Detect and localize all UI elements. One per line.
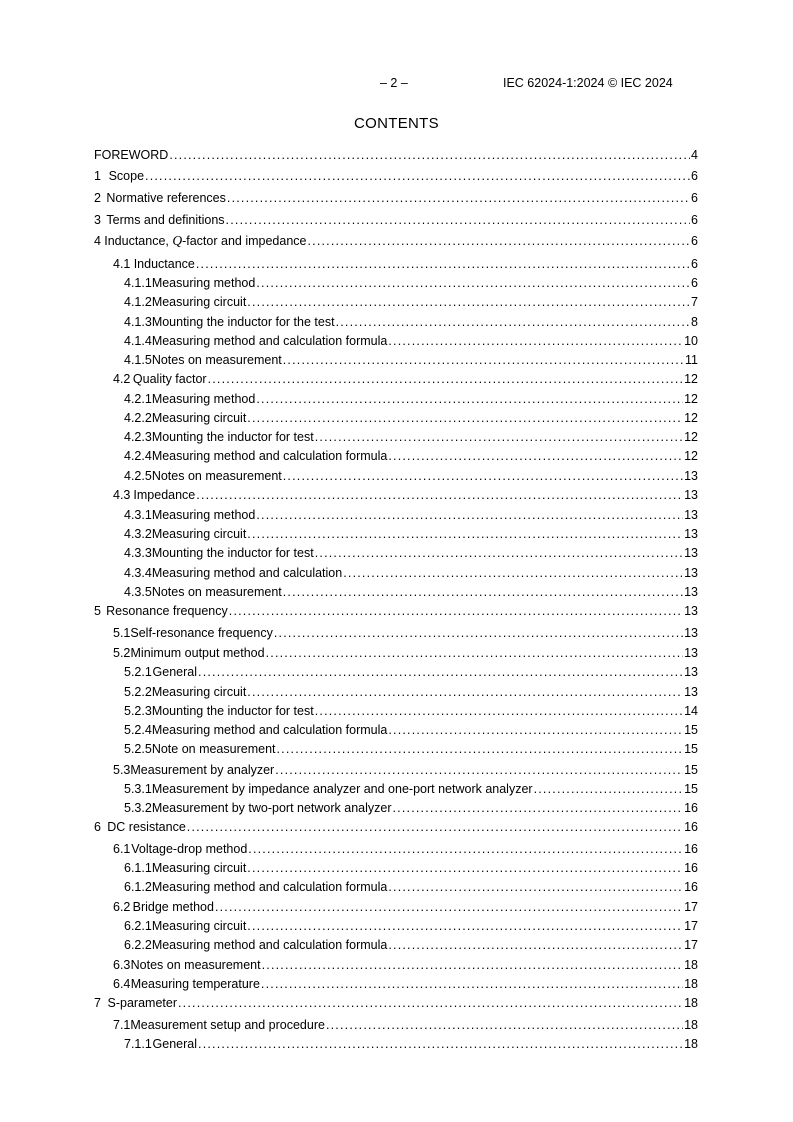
toc-entry-title: General	[152, 1037, 198, 1051]
toc-leader-dots	[247, 918, 683, 934]
toc-entry[interactable]	[124, 722, 698, 738]
toc-entry-number: 6.4	[113, 977, 131, 991]
toc-entry-title: Minimum output method	[130, 646, 265, 660]
toc-entry[interactable]	[113, 371, 698, 387]
toc-entry-number: 4.3.2	[124, 527, 152, 541]
toc-leader-dots	[208, 371, 684, 387]
toc-entry[interactable]	[113, 625, 698, 641]
toc-entry[interactable]	[94, 147, 698, 163]
toc-entry[interactable]	[94, 603, 698, 619]
toc-leader-dots	[283, 352, 684, 368]
toc-entry-number: 5.3	[113, 763, 131, 777]
toc-entry-title: Notes on measurement	[130, 958, 261, 972]
toc-entry-number: 5.2.1	[124, 665, 152, 679]
toc-leader-dots	[178, 995, 683, 1011]
toc-entry-number: 4.1.4	[124, 334, 152, 348]
toc-entry-title: Normative references	[106, 191, 226, 205]
toc-entry-page: 13	[684, 665, 698, 679]
toc-entry-title: Measuring circuit	[151, 411, 247, 425]
toc-entry-title: Impedance	[133, 488, 196, 502]
toc-leader-dots	[261, 976, 683, 992]
toc-entry[interactable]	[113, 957, 698, 973]
toc-leader-dots	[315, 429, 683, 445]
toc-entry-page: 18	[684, 1037, 698, 1051]
toc-leader-dots	[198, 1036, 683, 1052]
toc-entry-page: 12	[684, 449, 698, 463]
toc-entry-page: 12	[684, 411, 698, 425]
toc-entry-number: 2	[94, 191, 101, 205]
contents-title: CONTENTS	[354, 115, 439, 132]
toc-entry-title: Measurement by analyzer	[130, 763, 275, 777]
toc-entry-number: 4.2.3	[124, 430, 152, 444]
toc-entry[interactable]	[94, 233, 698, 249]
toc-leader-dots	[256, 391, 683, 407]
toc-entry-title: Inductance, Q-factor and impedance	[104, 233, 307, 248]
toc-entry-title: Voltage-drop method	[131, 842, 248, 856]
toc-entry-title: Measurement by two-port network analyzer	[151, 801, 392, 815]
toc-entry[interactable]	[124, 275, 698, 291]
toc-entry-page: 16	[684, 842, 698, 856]
toc-leader-dots	[145, 168, 690, 184]
toc-entry[interactable]	[124, 468, 698, 484]
toc-entry-page: 16	[684, 801, 698, 815]
toc-entry[interactable]	[94, 168, 698, 184]
toc-leader-dots	[256, 507, 683, 523]
toc-entry-page: 17	[684, 938, 698, 952]
toc-entry-page: 12	[684, 392, 698, 406]
toc-entry[interactable]	[113, 487, 698, 503]
toc-entry-page: 15	[684, 763, 698, 777]
toc-entry[interactable]	[124, 352, 698, 368]
toc-entry-page: 13	[684, 566, 698, 580]
toc-leader-dots	[343, 565, 683, 581]
toc-entry-page: 17	[684, 900, 698, 914]
toc-entry-page: 6	[691, 191, 698, 205]
toc-entry-number: 7	[94, 996, 101, 1010]
toc-entry[interactable]	[124, 526, 698, 542]
toc-leader-dots	[315, 545, 683, 561]
toc-entry-page: 13	[684, 546, 698, 560]
toc-entry-title: S-parameter	[107, 996, 177, 1010]
toc-entry-number: 1	[94, 169, 101, 183]
toc-entry-number: 5.1	[113, 626, 131, 640]
toc-entry-page: 13	[684, 508, 698, 522]
toc-entry-title: Scope	[108, 169, 145, 183]
toc-entry-page: 15	[684, 723, 698, 737]
toc-entry-page: 13	[684, 646, 698, 660]
toc-entry-title: Notes on measurement	[151, 585, 282, 599]
toc-entry-page: 13	[684, 488, 698, 502]
toc-entry-title: Mounting the inductor for test	[151, 430, 314, 444]
toc-leader-dots	[226, 212, 691, 228]
toc-entry[interactable]	[124, 314, 698, 330]
toc-leader-dots	[336, 314, 690, 330]
toc-leader-dots	[198, 664, 683, 680]
toc-entry-page: 12	[684, 430, 698, 444]
toc-entry-number: 4.3	[113, 488, 131, 502]
toc-leader-dots	[247, 294, 690, 310]
toc-leader-dots	[266, 645, 684, 661]
toc-entry-title: Measuring circuit	[151, 295, 247, 309]
toc-entry[interactable]	[124, 565, 698, 581]
toc-leader-dots	[196, 487, 683, 503]
toc-entry-number: 4.2	[113, 372, 131, 386]
toc-entry[interactable]	[124, 410, 698, 426]
toc-entry[interactable]	[124, 333, 698, 349]
toc-entry-page: 13	[684, 685, 698, 699]
toc-leader-dots	[388, 879, 683, 895]
toc-entry-number: 5	[94, 604, 101, 618]
toc-entry-page: 15	[684, 782, 698, 796]
toc-entry[interactable]	[113, 841, 698, 857]
toc-entry-page: 7	[691, 295, 698, 309]
toc-entry-number: 7.1	[113, 1018, 131, 1032]
toc-entry-number: 4.1.1	[124, 276, 152, 290]
toc-entry-title: Notes on measurement	[151, 353, 282, 367]
toc-entry[interactable]	[124, 879, 698, 895]
toc-entry[interactable]	[124, 684, 698, 700]
toc-entry[interactable]	[124, 391, 698, 407]
toc-entry[interactable]	[124, 918, 698, 934]
toc-entry[interactable]	[113, 899, 698, 915]
toc-entry-title: FOREWORD	[94, 148, 169, 162]
toc-entry-title: Measuring method and calculation formula	[151, 449, 388, 463]
toc-entry-title: Self-resonance frequency	[130, 626, 273, 640]
toc-leader-dots	[275, 762, 683, 778]
toc-entry-title: Notes on measurement	[151, 469, 282, 483]
toc-leader-dots	[196, 256, 690, 272]
toc-entry-title: Measuring method and calculation	[151, 566, 343, 580]
toc-entry-page: 6	[691, 276, 698, 290]
toc-entry[interactable]	[113, 762, 698, 778]
toc-entry-page: 16	[684, 861, 698, 875]
toc-entry-page: 4	[691, 148, 698, 162]
toc-entry-title: Measuring circuit	[151, 527, 247, 541]
toc-leader-dots	[247, 860, 683, 876]
page-number: – 2 –	[380, 76, 408, 90]
toc-leader-dots	[227, 190, 690, 206]
toc-entry[interactable]	[113, 976, 698, 992]
toc-entry-page: 16	[684, 820, 698, 834]
toc-leader-dots	[256, 275, 690, 291]
standard-reference: IEC 62024-1:2024 © IEC 2024	[503, 76, 673, 90]
toc-entry-number: 6.1.2	[124, 880, 152, 894]
toc-entry[interactable]	[124, 781, 698, 797]
toc-entry-number: 4.3.4	[124, 566, 152, 580]
toc-entry-title: General	[152, 665, 198, 679]
toc-entry-page: 13	[684, 626, 698, 640]
toc-entry-page: 15	[684, 742, 698, 756]
toc-entry-title: Terms and definitions	[106, 213, 225, 227]
toc-leader-dots	[277, 741, 684, 757]
toc-entry-title: Note on measurement	[151, 742, 276, 756]
toc-entry-page: 6	[691, 234, 698, 248]
toc-entry[interactable]	[124, 860, 698, 876]
toc-entry-number: 4.3.1	[124, 508, 152, 522]
toc-entry-title: Measuring method and calculation formula	[151, 938, 388, 952]
toc-leader-dots	[229, 603, 683, 619]
toc-leader-dots	[248, 841, 683, 857]
toc-leader-dots	[388, 722, 683, 738]
toc-entry[interactable]	[113, 256, 698, 272]
toc-entry-page: 14	[684, 704, 698, 718]
toc-entry-number: 5.2	[113, 646, 131, 660]
toc-entry[interactable]	[124, 584, 698, 600]
toc-entry-page: 17	[684, 919, 698, 933]
toc-entry-page: 11	[685, 353, 698, 367]
toc-entry-title: Inductance	[133, 257, 195, 271]
toc-entry-title: Measuring method and calculation formula	[151, 723, 388, 737]
toc-entry-number: 4.1	[113, 257, 131, 271]
toc-entry-title: Measuring temperature	[130, 977, 260, 991]
toc-entry[interactable]	[124, 429, 698, 445]
toc-entry-page: 10	[684, 334, 698, 348]
toc-entry-number: 5.2.4	[124, 723, 152, 737]
toc-leader-dots	[247, 684, 683, 700]
toc-entry-title: Resonance frequency	[106, 604, 228, 618]
toc-entry-number: 5.3.1	[124, 782, 152, 796]
toc-entry-number: 5.3.2	[124, 801, 152, 815]
toc-entry-title: Mounting the inductor for test	[151, 704, 314, 718]
toc-entry-title: Mounting the inductor for the test	[151, 315, 335, 329]
toc-entry[interactable]	[124, 937, 698, 953]
toc-leader-dots	[274, 625, 683, 641]
toc-entry-title: DC resistance	[107, 820, 186, 834]
toc-leader-dots	[534, 781, 684, 797]
toc-entry-number: 6.2.2	[124, 938, 152, 952]
toc-entry-page: 13	[684, 604, 698, 618]
toc-entry-number: 6.1.1	[124, 861, 152, 875]
toc-leader-dots	[187, 819, 683, 835]
toc-entry-page: 13	[684, 585, 698, 599]
toc-entry-title: Measuring circuit	[151, 919, 247, 933]
toc-entry[interactable]	[124, 703, 698, 719]
toc-entry-title: Measuring method	[151, 508, 256, 522]
toc-entry[interactable]	[124, 294, 698, 310]
toc-entry-page: 6	[691, 169, 698, 183]
toc-entry-number: 4.1.5	[124, 353, 152, 367]
toc-entry-title: Measuring circuit	[151, 685, 247, 699]
toc-entry[interactable]	[113, 645, 698, 661]
toc-entry-title: Measuring method and calculation formula	[151, 880, 388, 894]
toc-leader-dots	[283, 468, 683, 484]
toc-entry-number: 5.2.5	[124, 742, 152, 756]
toc-leader-dots	[247, 410, 683, 426]
toc-entry-number: 4.3.5	[124, 585, 152, 599]
toc-leader-dots	[315, 703, 683, 719]
toc-entry[interactable]	[124, 545, 698, 561]
toc-leader-dots	[169, 147, 690, 163]
toc-entry-page: 13	[684, 527, 698, 541]
toc-entry-number: 6.2.1	[124, 919, 152, 933]
toc-entry-number: 6.1	[113, 842, 131, 856]
toc-entry-number: 7.1.1	[124, 1037, 152, 1051]
toc-entry-page: 18	[684, 1018, 698, 1032]
toc-entry[interactable]	[124, 507, 698, 523]
toc-entry[interactable]	[124, 800, 698, 816]
toc-entry-number: 4.2.1	[124, 392, 152, 406]
toc-entry-number: 4.3.3	[124, 546, 152, 560]
toc-entry-number: 3	[94, 213, 101, 227]
toc-entry[interactable]	[124, 448, 698, 464]
toc-entry-number: 6.2	[113, 900, 131, 914]
toc-entry-title: Bridge method	[132, 900, 214, 914]
toc-entry-number: 6	[94, 820, 101, 834]
toc-entry-number: 4.2.5	[124, 469, 152, 483]
toc-leader-dots	[326, 1017, 683, 1033]
toc-entry-number: 5.2.2	[124, 685, 152, 699]
toc-entry-title: Measurement setup and procedure	[130, 1018, 325, 1032]
toc-leader-dots	[215, 899, 683, 915]
toc-entry-page: 18	[684, 996, 698, 1010]
toc-entry[interactable]	[124, 1036, 698, 1052]
toc-entry-title: Measuring circuit	[151, 861, 247, 875]
toc-entry-page: 8	[691, 315, 698, 329]
toc-entry[interactable]	[124, 741, 698, 757]
toc-entry-page: 12	[684, 372, 698, 386]
toc-leader-dots	[283, 584, 683, 600]
toc-entry[interactable]	[94, 190, 698, 206]
toc-entry-title: Measuring method and calculation formula	[151, 334, 388, 348]
toc-leader-dots	[262, 957, 684, 973]
toc-leader-dots	[247, 526, 683, 542]
toc-entry[interactable]	[113, 1017, 698, 1033]
toc-entry[interactable]	[94, 212, 698, 228]
toc-entry-title: Measuring method	[151, 392, 256, 406]
toc-entry-title: Measurement by impedance analyzer and one-port network analyzer	[151, 782, 533, 796]
toc-leader-dots	[388, 937, 683, 953]
toc-entry-page: 16	[684, 880, 698, 894]
toc-entry-page: 6	[691, 257, 698, 271]
toc-entry-number: 6.3	[113, 958, 131, 972]
toc-entry-page: 18	[684, 977, 698, 991]
toc-leader-dots	[393, 800, 684, 816]
toc-entry[interactable]	[94, 995, 698, 1011]
toc-entry-number: 4	[94, 234, 101, 248]
toc-entry-page: 13	[684, 469, 698, 483]
toc-entry-page: 18	[684, 958, 698, 972]
toc-entry[interactable]	[124, 664, 698, 680]
toc-entry-title: Mounting the inductor for test	[151, 546, 314, 560]
toc-leader-dots	[307, 233, 690, 249]
toc-entry-number: 4.2.4	[124, 449, 152, 463]
toc-entry[interactable]	[94, 819, 698, 835]
toc-entry-number: 4.2.2	[124, 411, 152, 425]
toc-entry-title: Measuring method	[151, 276, 256, 290]
toc-entry-number: 4.1.2	[124, 295, 152, 309]
toc-leader-dots	[388, 448, 683, 464]
toc-leader-dots	[388, 333, 683, 349]
toc-entry-number: 5.2.3	[124, 704, 152, 718]
toc-entry-title: Quality factor	[132, 372, 207, 386]
toc-entry-number: 4.1.3	[124, 315, 152, 329]
toc-entry-page: 6	[691, 213, 698, 227]
